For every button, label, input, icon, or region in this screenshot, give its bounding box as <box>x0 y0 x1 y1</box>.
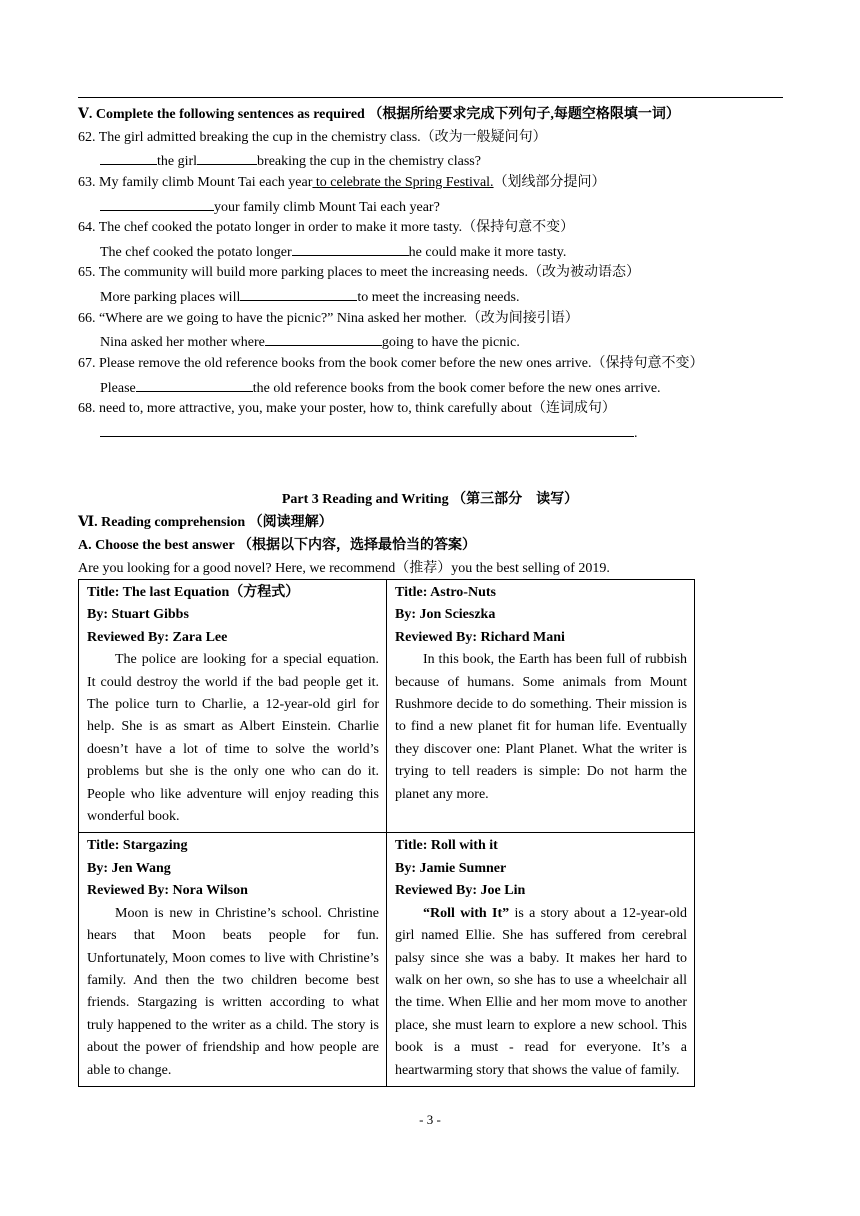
book-review-text: Moon is new in Christine’s school. Christine hears that Moon beats people for fun. Unfortunately, Moon comes to live with Christine’s family. And then the two children become best friends. Stargazing is written according to what truly happened to the writer as a child. The story is about the power of friendship and how people are able to change. <box>87 905 379 1078</box>
question-63: 63. My family climb Mount Tai each year to celebrate the Spring Festival.（划线部分提问） <box>78 175 606 190</box>
book-title: Title: Astro-Nuts <box>395 585 496 600</box>
question-68: 68. need to, more attractive, you, make your poster, how to, think carefully about（连词成句） <box>78 401 616 416</box>
answer-67: Please the old reference books from the book comer before the new ones arrive. <box>100 378 661 398</box>
book-reviewer: Reviewed By: Joe Lin <box>395 883 526 899</box>
answer-62: the girl breaking the cup in the chemistry class? <box>100 151 481 171</box>
book-review-text: The police are looking for a special equation. It could destroy the world if the bad people get it. The police turn to Charlie, a 12-year-old girl for help. She is as smart as Albert Einstein. Charlie doesn’t have a lot of time to solve the world’s problems but she is the only one who can do it. People who like adventure will enjoy reading this wonderful book. <box>87 652 379 825</box>
section-5-heading: Ⅴ. Complete the following sentences as required （根据所给要求完成下列句子,每题空格限填一词） <box>78 107 680 122</box>
header-rule <box>78 97 783 98</box>
answer-68: . <box>100 423 638 443</box>
book-author: By: Jamie Sumner <box>395 860 507 876</box>
book-reviewer: Reviewed By: Richard Mani <box>395 629 565 645</box>
book-review-cell <box>79 580 387 833</box>
answer-blank[interactable] <box>197 151 257 165</box>
book-review-cell <box>387 580 695 833</box>
answer-63: your family climb Mount Tai each year? <box>100 197 440 217</box>
book-author: By: Jon Scieszka <box>395 607 496 623</box>
answer-64: The chef cooked the potato longer he could make it more tasty. <box>100 242 566 262</box>
answer-line[interactable] <box>100 423 634 437</box>
book-title: Title: Roll with it <box>395 838 498 854</box>
question-65: 65. The community will build more parking places to meet the increasing needs.（改为被动语态） <box>78 265 640 280</box>
book-author: By: Stuart Gibbs <box>87 607 189 623</box>
answer-blank[interactable] <box>136 378 253 392</box>
book-review-cell <box>387 833 695 1086</box>
book-author: By: Jen Wang <box>87 860 171 876</box>
book-title: Title: The last Equation（方程式） <box>87 585 300 600</box>
answer-blank[interactable] <box>100 197 214 211</box>
question-67: 67. Please remove the old reference books from the book comer before the new ones arrive.（保持句意不变） <box>78 356 704 371</box>
section-6-heading: Ⅵ. Reading comprehension （阅读理解） <box>78 515 333 530</box>
book-review-text: In this book, the Earth has been full of rubbish because of humans. Some animals from Mount Rushmore decide to do something. Their mission is to find a new planet fit for human life. Eventually they discover one: Plant Planet. What the writer is trying to tell readers is simple: Do not harm the planet any more. <box>395 652 687 802</box>
book-review-lead: “Roll with It” <box>423 905 510 921</box>
question-62: 62. The girl admitted breaking the cup in the chemistry class.（改为一般疑问句） <box>78 130 547 145</box>
answer-66: Nina asked her mother where going to have the picnic. <box>100 332 520 352</box>
book-review-cell <box>79 833 387 1086</box>
book-review-table <box>78 579 695 1087</box>
answer-blank[interactable] <box>292 242 409 256</box>
answer-blank[interactable] <box>100 151 157 165</box>
part-3-title: Part 3 Reading and Writing （第三部分 读写） <box>281 492 579 507</box>
book-review-text: “Roll with It” is a story about a 12-year-old girl named Ellie. She has suffered from cerebral palsy since she was a baby. It makes her hard to walk on her own, so she has to use a wheelchair all the time. When Ellie and her mom move to another place, she must learn to explore a new school. This book is a must - read for everyone. It’s a heartwarming story that shows the value of family. <box>395 905 687 1078</box>
answer-blank[interactable] <box>265 332 382 346</box>
answer-65: More parking places will to meet the increasing needs. <box>100 287 519 307</box>
question-66: 66. “Where are we going to have the picnic?” Nina asked her mother.（改为间接引语） <box>78 311 579 326</box>
page-number: - 3 - <box>419 1112 441 1127</box>
answer-blank[interactable] <box>240 287 357 301</box>
book-reviewer: Reviewed By: Zara Lee <box>87 629 228 645</box>
reading-intro: Are you looking for a good novel? Here, we recommend（推荐）you the best selling of 2019. <box>78 561 610 576</box>
book-title: Title: Stargazing <box>87 838 188 854</box>
section-a-heading: A. Choose the best answer （根据以下内容，选择最恰当的答案） <box>78 538 476 553</box>
book-reviewer: Reviewed By: Nora Wilson <box>87 883 248 899</box>
question-64: 64. The chef cooked the potato longer in order to make it more tasty.（保持句意不变） <box>78 220 575 235</box>
